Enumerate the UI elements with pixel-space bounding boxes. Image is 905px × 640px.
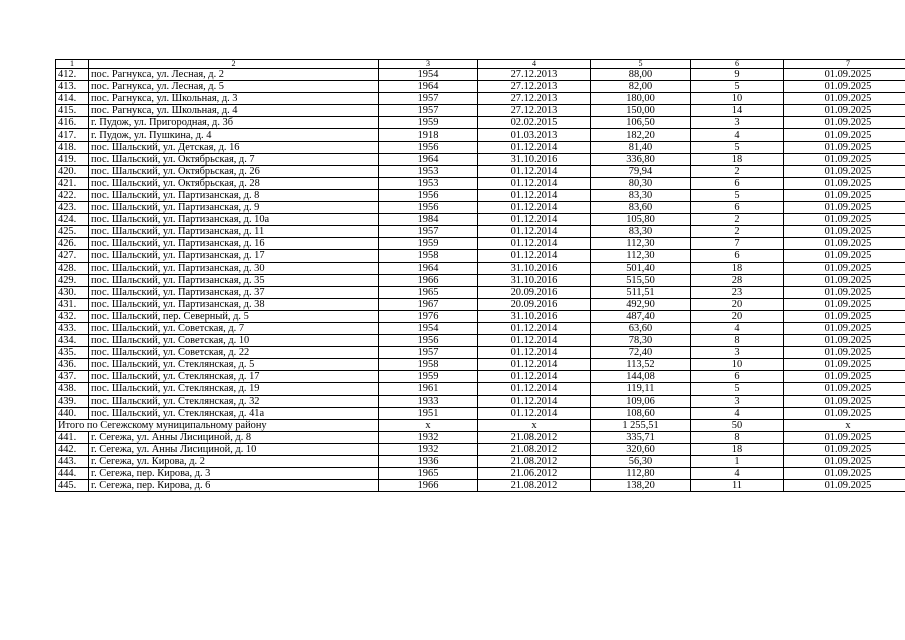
year-cell: 1964 <box>379 81 478 93</box>
area-cell: 80,30 <box>591 177 691 189</box>
table-row <box>56 395 905 407</box>
area-cell: 109,06 <box>591 395 691 407</box>
area-cell: 72,40 <box>591 347 691 359</box>
year-cell: 1958 <box>379 359 478 371</box>
address-cell: пос. Рагнукса, ул. Школьная, д. 4 <box>89 105 379 117</box>
table-row <box>56 443 905 455</box>
year-cell: 1932 <box>379 431 478 443</box>
year-cell: 1966 <box>379 480 478 492</box>
table-row <box>56 189 905 201</box>
table-row <box>56 141 905 153</box>
deadline-cell: 01.09.2025 <box>784 286 905 298</box>
date-cell: 21.08.2012 <box>478 443 591 455</box>
deadline-cell: 01.09.2025 <box>784 383 905 395</box>
residents-cell: 18 <box>691 443 784 455</box>
row-number: 423. <box>56 202 89 214</box>
date-cell: 01.12.2014 <box>478 347 591 359</box>
residents-cell: 2 <box>691 226 784 238</box>
column-number: 6 <box>691 60 784 69</box>
deadline-cell: 01.09.2025 <box>784 153 905 165</box>
deadline-cell: 01.09.2025 <box>784 395 905 407</box>
deadline-cell: 01.09.2025 <box>784 238 905 250</box>
column-number: 4 <box>478 60 591 69</box>
address-cell: пос. Шальский, ул. Детская, д. 16 <box>89 141 379 153</box>
residents-cell: 18 <box>691 153 784 165</box>
area-cell: 56,30 <box>591 456 691 468</box>
area-cell: 182,20 <box>591 129 691 141</box>
year-cell: 1957 <box>379 105 478 117</box>
area-cell: 81,40 <box>591 141 691 153</box>
year-cell: 1959 <box>379 371 478 383</box>
year-cell: 1918 <box>379 129 478 141</box>
residents-cell: 8 <box>691 335 784 347</box>
year-cell: 1966 <box>379 274 478 286</box>
year-cell: 1967 <box>379 298 478 310</box>
row-number: 413. <box>56 81 89 93</box>
date-cell: 01.03.2013 <box>478 129 591 141</box>
column-number: 7 <box>784 60 905 69</box>
table-row <box>56 480 905 492</box>
residents-cell: 5 <box>691 141 784 153</box>
row-number: 436. <box>56 359 89 371</box>
residents-cell: 28 <box>691 274 784 286</box>
area-cell: 83,60 <box>591 202 691 214</box>
year-cell: 1961 <box>379 383 478 395</box>
row-number: 430. <box>56 286 89 298</box>
row-number: 422. <box>56 189 89 201</box>
year-cell: 1965 <box>379 286 478 298</box>
date-cell: 27.12.2013 <box>478 69 591 81</box>
row-number: 415. <box>56 105 89 117</box>
residents-cell: 1 <box>691 456 784 468</box>
address-cell: пос. Шальский, ул. Октябрьская, д. 28 <box>89 177 379 189</box>
residents-cell: 4 <box>691 129 784 141</box>
residents-cell: 4 <box>691 407 784 419</box>
table-row <box>56 371 905 383</box>
date-cell: 21.08.2012 <box>478 431 591 443</box>
address-cell: пос. Шальский, ул. Советская, д. 22 <box>89 347 379 359</box>
year-cell: 1953 <box>379 177 478 189</box>
row-number: 425. <box>56 226 89 238</box>
residents-cell: 5 <box>691 383 784 395</box>
row-number: 431. <box>56 298 89 310</box>
total-deadline-cell: x <box>784 419 905 431</box>
address-cell: пос. Шальский, ул. Партизанская, д. 38 <box>89 298 379 310</box>
deadline-cell: 01.09.2025 <box>784 274 905 286</box>
table-row <box>56 456 905 468</box>
date-cell: 01.12.2014 <box>478 202 591 214</box>
date-cell: 01.12.2014 <box>478 226 591 238</box>
deadline-cell: 01.09.2025 <box>784 141 905 153</box>
address-cell: пос. Шальский, ул. Октябрьская, д. 7 <box>89 153 379 165</box>
residents-cell: 6 <box>691 177 784 189</box>
table-row <box>56 262 905 274</box>
address-cell: г. Сегежа, пер. Кирова, д. 3 <box>89 468 379 480</box>
residents-cell: 10 <box>691 359 784 371</box>
year-cell: 1956 <box>379 189 478 201</box>
address-cell: пос. Шальский, пер. Северный, д. 5 <box>89 310 379 322</box>
year-cell: 1953 <box>379 165 478 177</box>
date-cell: 21.08.2012 <box>478 456 591 468</box>
row-number: 426. <box>56 238 89 250</box>
area-cell: 144,08 <box>591 371 691 383</box>
table-row <box>56 153 905 165</box>
date-cell: 01.12.2014 <box>478 238 591 250</box>
deadline-cell: 01.09.2025 <box>784 69 905 81</box>
date-cell: 31.10.2016 <box>478 274 591 286</box>
residents-cell: 5 <box>691 189 784 201</box>
residents-cell: 4 <box>691 468 784 480</box>
date-cell: 01.12.2014 <box>478 407 591 419</box>
address-cell: г. Сегежа, пер. Кирова, д. 6 <box>89 480 379 492</box>
address-cell: пос. Шальский, ул. Партизанская, д. 8 <box>89 189 379 201</box>
column-number: 2 <box>89 60 379 69</box>
residents-cell: 11 <box>691 480 784 492</box>
area-cell: 119,11 <box>591 383 691 395</box>
row-number: 412. <box>56 69 89 81</box>
deadline-cell: 01.09.2025 <box>784 250 905 262</box>
year-cell: 1984 <box>379 214 478 226</box>
date-cell: 20.09.2016 <box>478 286 591 298</box>
residents-cell: 14 <box>691 105 784 117</box>
row-number: 443. <box>56 456 89 468</box>
table-row <box>56 214 905 226</box>
table-row <box>56 226 905 238</box>
area-cell: 112,30 <box>591 250 691 262</box>
total-label: Итого по Сегежскому муниципальному району <box>56 419 379 431</box>
deadline-cell: 01.09.2025 <box>784 468 905 480</box>
residents-cell: 9 <box>691 69 784 81</box>
deadline-cell: 01.09.2025 <box>784 189 905 201</box>
year-cell: 1954 <box>379 322 478 334</box>
residents-cell: 18 <box>691 262 784 274</box>
date-cell: 01.12.2014 <box>478 383 591 395</box>
area-cell: 515,50 <box>591 274 691 286</box>
area-cell: 487,40 <box>591 310 691 322</box>
area-cell: 336,80 <box>591 153 691 165</box>
table-row <box>56 322 905 334</box>
area-cell: 83,30 <box>591 226 691 238</box>
residents-cell: 10 <box>691 93 784 105</box>
residents-cell: 8 <box>691 431 784 443</box>
address-cell: г. Пудож, ул. Пушкина, д. 4 <box>89 129 379 141</box>
total-year-cell: x <box>379 419 478 431</box>
row-number: 432. <box>56 310 89 322</box>
date-cell: 01.12.2014 <box>478 322 591 334</box>
housing-table <box>55 59 905 492</box>
date-cell: 31.10.2016 <box>478 262 591 274</box>
column-number: 5 <box>591 60 691 69</box>
address-cell: г. Сегежа, ул. Кирова, д. 2 <box>89 456 379 468</box>
deadline-cell: 01.09.2025 <box>784 347 905 359</box>
column-number: 3 <box>379 60 478 69</box>
area-cell: 492,90 <box>591 298 691 310</box>
area-cell: 83,30 <box>591 189 691 201</box>
address-cell: пос. Рагнукса, ул. Лесная, д. 5 <box>89 81 379 93</box>
year-cell: 1959 <box>379 117 478 129</box>
row-number: 420. <box>56 165 89 177</box>
address-cell: г. Сегежа, ул. Анны Лисициной, д. 8 <box>89 431 379 443</box>
date-cell: 27.12.2013 <box>478 81 591 93</box>
table-row <box>56 298 905 310</box>
row-number: 438. <box>56 383 89 395</box>
row-number: 434. <box>56 335 89 347</box>
deadline-cell: 01.09.2025 <box>784 214 905 226</box>
table-body <box>56 60 905 492</box>
table-row <box>56 81 905 93</box>
table-row <box>56 165 905 177</box>
area-cell: 106,50 <box>591 117 691 129</box>
date-cell: 01.12.2014 <box>478 165 591 177</box>
address-cell: пос. Шальский, ул. Партизанская, д. 35 <box>89 274 379 286</box>
table-row <box>56 69 905 81</box>
residents-cell: 7 <box>691 238 784 250</box>
area-cell: 88,00 <box>591 69 691 81</box>
deadline-cell: 01.09.2025 <box>784 93 905 105</box>
area-cell: 79,94 <box>591 165 691 177</box>
address-cell: пос. Шальский, ул. Стеклянская, д. 41а <box>89 407 379 419</box>
residents-cell: 20 <box>691 310 784 322</box>
row-number: 439. <box>56 395 89 407</box>
address-cell: пос. Шальский, ул. Стеклянская, д. 5 <box>89 359 379 371</box>
table-row <box>56 250 905 262</box>
year-cell: 1958 <box>379 250 478 262</box>
address-cell: пос. Шальский, ул. Партизанская, д. 9 <box>89 202 379 214</box>
deadline-cell: 01.09.2025 <box>784 371 905 383</box>
address-cell: пос. Шальский, ул. Партизанская, д. 10а <box>89 214 379 226</box>
table-row <box>56 274 905 286</box>
row-number: 433. <box>56 322 89 334</box>
column-number: 1 <box>56 60 89 69</box>
address-cell: пос. Рагнукса, ул. Лесная, д. 2 <box>89 69 379 81</box>
residents-cell: 3 <box>691 395 784 407</box>
table-row <box>56 407 905 419</box>
deadline-cell: 01.09.2025 <box>784 105 905 117</box>
row-number: 428. <box>56 262 89 274</box>
deadline-cell: 01.09.2025 <box>784 262 905 274</box>
table-row <box>56 202 905 214</box>
date-cell: 01.12.2014 <box>478 359 591 371</box>
deadline-cell: 01.09.2025 <box>784 359 905 371</box>
date-cell: 27.12.2013 <box>478 93 591 105</box>
table-row <box>56 177 905 189</box>
residents-cell: 6 <box>691 250 784 262</box>
table-row <box>56 117 905 129</box>
table-row <box>56 347 905 359</box>
address-cell: пос. Шальский, ул. Октябрьская, д. 26 <box>89 165 379 177</box>
date-cell: 20.09.2016 <box>478 298 591 310</box>
row-number: 414. <box>56 93 89 105</box>
year-cell: 1965 <box>379 468 478 480</box>
deadline-cell: 01.09.2025 <box>784 129 905 141</box>
address-cell: пос. Шальский, ул. Советская, д. 10 <box>89 335 379 347</box>
deadline-cell: 01.09.2025 <box>784 480 905 492</box>
deadline-cell: 01.09.2025 <box>784 431 905 443</box>
table-row <box>56 238 905 250</box>
year-cell: 1956 <box>379 202 478 214</box>
address-cell: пос. Шальский, ул. Партизанская, д. 30 <box>89 262 379 274</box>
deadline-cell: 01.09.2025 <box>784 310 905 322</box>
year-cell: 1936 <box>379 456 478 468</box>
date-cell: 31.10.2016 <box>478 310 591 322</box>
deadline-cell: 01.09.2025 <box>784 226 905 238</box>
area-cell: 105,80 <box>591 214 691 226</box>
year-cell: 1957 <box>379 226 478 238</box>
row-number: 418. <box>56 141 89 153</box>
residents-cell: 23 <box>691 286 784 298</box>
column-number-row <box>56 60 905 69</box>
residents-cell: 20 <box>691 298 784 310</box>
row-number: 444. <box>56 468 89 480</box>
address-cell: пос. Шальский, ул. Партизанская, д. 16 <box>89 238 379 250</box>
year-cell: 1957 <box>379 93 478 105</box>
table-row <box>56 310 905 322</box>
area-cell: 501,40 <box>591 262 691 274</box>
row-number: 419. <box>56 153 89 165</box>
area-cell: 108,60 <box>591 407 691 419</box>
residents-cell: 2 <box>691 165 784 177</box>
table-row <box>56 383 905 395</box>
date-cell: 01.12.2014 <box>478 189 591 201</box>
table-row <box>56 431 905 443</box>
date-cell: 01.12.2014 <box>478 141 591 153</box>
year-cell: 1957 <box>379 347 478 359</box>
address-cell: г. Пудож, ул. Пригородная, д. 3б <box>89 117 379 129</box>
deadline-cell: 01.09.2025 <box>784 81 905 93</box>
residents-cell: 2 <box>691 214 784 226</box>
row-number: 427. <box>56 250 89 262</box>
address-cell: пос. Шальский, ул. Партизанская, д. 17 <box>89 250 379 262</box>
area-cell: 138,20 <box>591 480 691 492</box>
address-cell: пос. Шальский, ул. Стеклянская, д. 32 <box>89 395 379 407</box>
deadline-cell: 01.09.2025 <box>784 177 905 189</box>
total-date-cell: x <box>478 419 591 431</box>
date-cell: 01.12.2014 <box>478 177 591 189</box>
table-row <box>56 335 905 347</box>
year-cell: 1964 <box>379 262 478 274</box>
row-number: 417. <box>56 129 89 141</box>
deadline-cell: 01.09.2025 <box>784 165 905 177</box>
row-number: 424. <box>56 214 89 226</box>
year-cell: 1956 <box>379 335 478 347</box>
row-number: 416. <box>56 117 89 129</box>
area-cell: 180,00 <box>591 93 691 105</box>
address-cell: пос. Шальский, ул. Советская, д. 7 <box>89 322 379 334</box>
address-cell: пос. Шальский, ул. Стеклянская, д. 19 <box>89 383 379 395</box>
deadline-cell: 01.09.2025 <box>784 407 905 419</box>
year-cell: 1976 <box>379 310 478 322</box>
row-number: 445. <box>56 480 89 492</box>
residents-cell: 3 <box>691 347 784 359</box>
table-row <box>56 359 905 371</box>
row-number: 429. <box>56 274 89 286</box>
area-cell: 150,00 <box>591 105 691 117</box>
row-number: 441. <box>56 431 89 443</box>
total-area-cell: 1 255,51 <box>591 419 691 431</box>
deadline-cell: 01.09.2025 <box>784 443 905 455</box>
deadline-cell: 01.09.2025 <box>784 298 905 310</box>
date-cell: 21.06.2012 <box>478 468 591 480</box>
address-cell: г. Сегежа, ул. Анны Лисициной, д. 10 <box>89 443 379 455</box>
address-cell: пос. Шальский, ул. Партизанская, д. 11 <box>89 226 379 238</box>
total-residents-cell: 50 <box>691 419 784 431</box>
total-row <box>56 419 905 431</box>
date-cell: 01.12.2014 <box>478 335 591 347</box>
row-number: 421. <box>56 177 89 189</box>
deadline-cell: 01.09.2025 <box>784 202 905 214</box>
date-cell: 21.08.2012 <box>478 480 591 492</box>
residents-cell: 3 <box>691 117 784 129</box>
residents-cell: 6 <box>691 371 784 383</box>
residents-cell: 5 <box>691 81 784 93</box>
area-cell: 113,52 <box>591 359 691 371</box>
year-cell: 1959 <box>379 238 478 250</box>
deadline-cell: 01.09.2025 <box>784 322 905 334</box>
table-row <box>56 129 905 141</box>
date-cell: 01.12.2014 <box>478 214 591 226</box>
housing-table-page <box>55 59 872 492</box>
area-cell: 112,30 <box>591 238 691 250</box>
year-cell: 1964 <box>379 153 478 165</box>
area-cell: 335,71 <box>591 431 691 443</box>
table-row <box>56 93 905 105</box>
row-number: 435. <box>56 347 89 359</box>
area-cell: 63,60 <box>591 322 691 334</box>
year-cell: 1956 <box>379 141 478 153</box>
residents-cell: 6 <box>691 202 784 214</box>
date-cell: 27.12.2013 <box>478 105 591 117</box>
address-cell: пос. Рагнукса, ул. Школьная, д. 3 <box>89 93 379 105</box>
area-cell: 82,00 <box>591 81 691 93</box>
address-cell: пос. Шальский, ул. Партизанская, д. 37 <box>89 286 379 298</box>
table-row <box>56 468 905 480</box>
area-cell: 320,60 <box>591 443 691 455</box>
date-cell: 31.10.2016 <box>478 153 591 165</box>
address-cell: пос. Шальский, ул. Стеклянская, д. 17 <box>89 371 379 383</box>
year-cell: 1951 <box>379 407 478 419</box>
table-row <box>56 286 905 298</box>
year-cell: 1932 <box>379 443 478 455</box>
date-cell: 02.02.2015 <box>478 117 591 129</box>
deadline-cell: 01.09.2025 <box>784 335 905 347</box>
residents-cell: 4 <box>691 322 784 334</box>
area-cell: 78,30 <box>591 335 691 347</box>
row-number: 440. <box>56 407 89 419</box>
area-cell: 112,80 <box>591 468 691 480</box>
deadline-cell: 01.09.2025 <box>784 117 905 129</box>
table-row <box>56 105 905 117</box>
deadline-cell: 01.09.2025 <box>784 456 905 468</box>
date-cell: 01.12.2014 <box>478 395 591 407</box>
year-cell: 1933 <box>379 395 478 407</box>
row-number: 442. <box>56 443 89 455</box>
area-cell: 511,51 <box>591 286 691 298</box>
year-cell: 1954 <box>379 69 478 81</box>
row-number: 437. <box>56 371 89 383</box>
date-cell: 01.12.2014 <box>478 250 591 262</box>
date-cell: 01.12.2014 <box>478 371 591 383</box>
